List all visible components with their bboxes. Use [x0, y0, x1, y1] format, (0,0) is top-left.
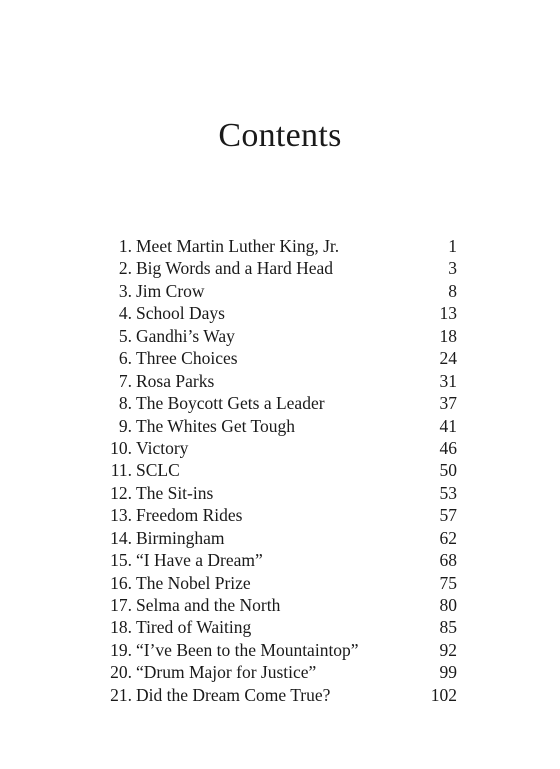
toc-entry: [102, 459, 457, 481]
chapter-number: 11.: [110, 460, 132, 481]
page-number: 41: [439, 415, 457, 436]
toc-entry: [102, 437, 457, 459]
chapter-number: 12.: [110, 482, 132, 503]
toc-entry: [102, 370, 457, 392]
chapter-title: Gandhi’s Way: [136, 325, 235, 346]
chapter-number: 10.: [110, 437, 132, 458]
toc-entry: [102, 347, 457, 369]
toc-entry: [102, 302, 457, 324]
chapter-number: 2.: [118, 258, 132, 279]
chapter-title: Jim Crow: [136, 280, 205, 301]
page-title: Contents: [218, 117, 342, 154]
page-number: 92: [439, 639, 457, 660]
chapter-number: 6.: [118, 348, 132, 369]
chapter-title: School Days: [136, 303, 225, 324]
page-number: 1: [448, 236, 457, 256]
chapter-number: 19.: [110, 639, 132, 660]
page-number: 99: [439, 662, 457, 683]
page-number: 62: [439, 527, 457, 548]
page-number: 102: [430, 684, 457, 705]
chapter-number: 5.: [118, 325, 132, 346]
page-number: 53: [439, 482, 457, 503]
chapter-title: Three Choices: [136, 348, 238, 369]
toc-entry: [102, 594, 457, 616]
chapter-title: “Drum Major for Justice”: [136, 662, 317, 683]
page-number: 3: [448, 258, 457, 279]
chapter-title: Selma and the North: [136, 595, 281, 615]
chapter-number: 16.: [110, 572, 132, 593]
chapter-number: 8.: [118, 393, 132, 414]
page-number: 18: [439, 325, 457, 346]
toc-entry: [102, 527, 457, 549]
page-number: 24: [439, 348, 457, 369]
chapter-number: 13.: [110, 505, 132, 526]
chapter-title: The Boycott Gets a Leader: [136, 393, 325, 414]
chapter-number: 17.: [110, 595, 132, 615]
chapter-title: The Sit-ins: [136, 482, 214, 503]
toc-entry: [102, 235, 457, 257]
toc-entry: [102, 684, 457, 706]
chapter-title: Tired of Waiting: [136, 617, 252, 638]
chapter-number: 14.: [110, 527, 132, 548]
chapter-number: 9.: [118, 415, 132, 436]
toc-entry: [102, 504, 457, 526]
page-number: 85: [439, 617, 457, 638]
chapter-title: Did the Dream Come True?: [136, 684, 331, 705]
toc-entry: [102, 661, 457, 683]
chapter-title: Big Words and a Hard Head: [136, 258, 334, 279]
chapter-number: 7.: [118, 370, 132, 391]
page-number: 80: [439, 595, 457, 615]
chapter-title: The Whites Get Tough: [136, 415, 296, 436]
chapter-title: The Nobel Prize: [136, 572, 251, 593]
chapter-title: Birmingham: [136, 527, 225, 548]
page-number: 75: [439, 572, 457, 593]
toc-entry: [102, 392, 457, 414]
toc-entry: [102, 257, 457, 279]
chapter-title: “I’ve Been to the Mountaintop”: [136, 639, 359, 660]
toc-entry: [102, 280, 457, 302]
toc-entry: [102, 639, 457, 661]
page-number: 50: [439, 460, 457, 481]
chapter-number: 15.: [110, 550, 132, 571]
chapter-number: 21.: [110, 684, 132, 705]
toc-entry: [102, 616, 457, 638]
toc-entry: [102, 325, 457, 347]
chapter-title: Meet Martin Luther King, Jr.: [136, 236, 340, 256]
chapter-number: 18.: [110, 617, 132, 638]
toc-entry: [102, 549, 457, 571]
chapter-title: Victory: [136, 437, 189, 458]
chapter-number: 1.: [118, 236, 132, 256]
page-number: 68: [439, 550, 457, 571]
chapter-number: 4.: [118, 303, 132, 324]
chapter-title: Rosa Parks: [136, 370, 215, 391]
table-of-contents: [102, 235, 457, 706]
page-number: 37: [439, 393, 457, 414]
toc-entry: [102, 415, 457, 437]
page-number: 8: [448, 280, 457, 301]
page-number: 31: [439, 370, 457, 391]
toc-entry: [102, 482, 457, 504]
page-number: 57: [439, 505, 457, 526]
chapter-number: 3.: [118, 280, 132, 301]
toc-entry: [102, 572, 457, 594]
page-number: 46: [439, 437, 457, 458]
chapter-title: SCLC: [136, 460, 180, 481]
chapter-number: 20.: [110, 662, 132, 683]
page-number: 13: [439, 303, 457, 324]
chapter-title: “I Have a Dream”: [136, 550, 263, 571]
chapter-title: Freedom Rides: [136, 505, 243, 526]
